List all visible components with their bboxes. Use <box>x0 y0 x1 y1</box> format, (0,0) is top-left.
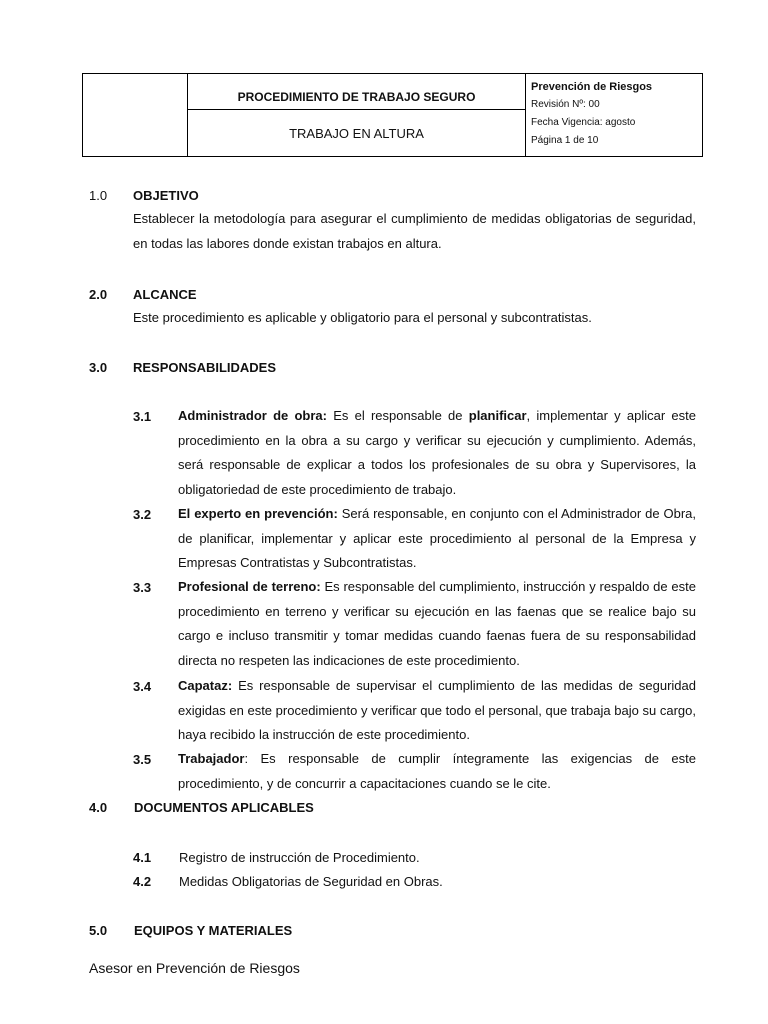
list-item <box>178 674 696 748</box>
item-number: 3.2 <box>133 507 152 522</box>
list-item <box>178 404 696 502</box>
item-number: 3.4 <box>133 679 152 694</box>
header-table <box>82 73 703 157</box>
department-label: Prevención de Riesgos <box>531 81 653 93</box>
logo-cell <box>83 74 188 156</box>
item-text: Es responsable de supervisar el cumplimiento de las medidas de seguridad exigidas en este procedimiento y verificar que todo el personal, que trabaja bajo su cargo, haya recibido la instrucción de este procedimiento. <box>178 678 696 742</box>
item-text: , implementar y aplicar este procedimiento en la obra a su cargo y verificar su ejecución y cumplimiento. Además, será responsable de explicar a todos los profesionales de su obra y Supervisores, la obligatoriedad de este procedimiento de trabajo. <box>178 408 696 497</box>
item-text: Será responsable, en conjunto con el Administrador de Obra, de planificar, implementar y aplicar este procedimiento al personal de la Empresa y Empresas Contratistas y Subcontratistas. <box>178 506 696 570</box>
meta-cell <box>526 74 702 156</box>
item-number: 4.2 <box>133 874 152 889</box>
item-label: Administrador de obra: <box>178 408 327 423</box>
section-title-equipos: EQUIPOS Y MATERIALES <box>134 923 293 938</box>
item-emphasis: planificar <box>468 408 527 423</box>
list-item: Registro de instrucción de Procedimiento. <box>179 850 420 865</box>
document-title: PROCEDIMIENTO DE TRABAJO SEGURO <box>188 74 525 110</box>
section-number: 5.0 <box>89 923 108 938</box>
section-text-alcance: Este procedimiento es aplicable y obligatorio para el personal y subcontratistas. <box>133 310 592 325</box>
list-item <box>178 502 696 576</box>
item-number: 3.1 <box>133 409 152 424</box>
title-cell <box>188 74 526 156</box>
section-number: 3.0 <box>89 360 108 375</box>
section-number: 1.0 <box>89 188 108 203</box>
section-number: 4.0 <box>89 800 108 815</box>
item-label: Trabajador <box>178 751 245 766</box>
item-number: 3.5 <box>133 752 152 767</box>
section-title-documentos: DOCUMENTOS APLICABLES <box>134 800 314 815</box>
item-text: : Es responsable de cumplir íntegramente las exigencias de este procedimiento, y de concurrir a capacitaciones cuando se le cite. <box>178 751 696 791</box>
item-label: El experto en prevención: <box>178 506 338 521</box>
section-title-objetivo: OBJETIVO <box>133 188 199 203</box>
item-text: Es el responsable de <box>326 408 469 423</box>
item-label: Profesional de terreno: <box>178 579 321 594</box>
section-title-responsabilidades: RESPONSABILIDADES <box>133 360 277 375</box>
item-label: Capataz: <box>178 678 233 693</box>
document-subtitle: TRABAJO EN ALTURA <box>289 125 424 141</box>
item-text: Es responsable del cumplimiento, instrucción y respaldo de este procedimiento en terreno y verificar su ejecución en las faenas que se realice bajo su cargo e incluso transmitir y tomar medidas cuando faenas fuera de su responsabilidad directa no respeten las indicaciones de este procedimiento. <box>178 579 697 668</box>
section-title-alcance: ALCANCE <box>133 287 197 302</box>
item-number: 3.3 <box>133 580 152 595</box>
section-number: 2.0 <box>89 287 108 302</box>
list-item: Medidas Obligatorias de Seguridad en Obras. <box>179 874 443 889</box>
revision-label: Revisión Nº: 00 <box>531 99 600 110</box>
list-item <box>178 747 696 796</box>
item-number: 4.1 <box>133 850 152 865</box>
page-footer: Asesor en Prevención de Riesgos <box>89 960 300 976</box>
vigencia-label: Fecha Vigencia: agosto <box>531 117 636 128</box>
section-text-objetivo: Establecer la metodología para asegurar el cumplimiento de medidas obligatorias de seguridad, en todas las labores donde existan trabajos en altura. <box>133 211 696 251</box>
list-item <box>178 575 696 673</box>
page-number-label: Página 1 de 10 <box>531 135 599 146</box>
